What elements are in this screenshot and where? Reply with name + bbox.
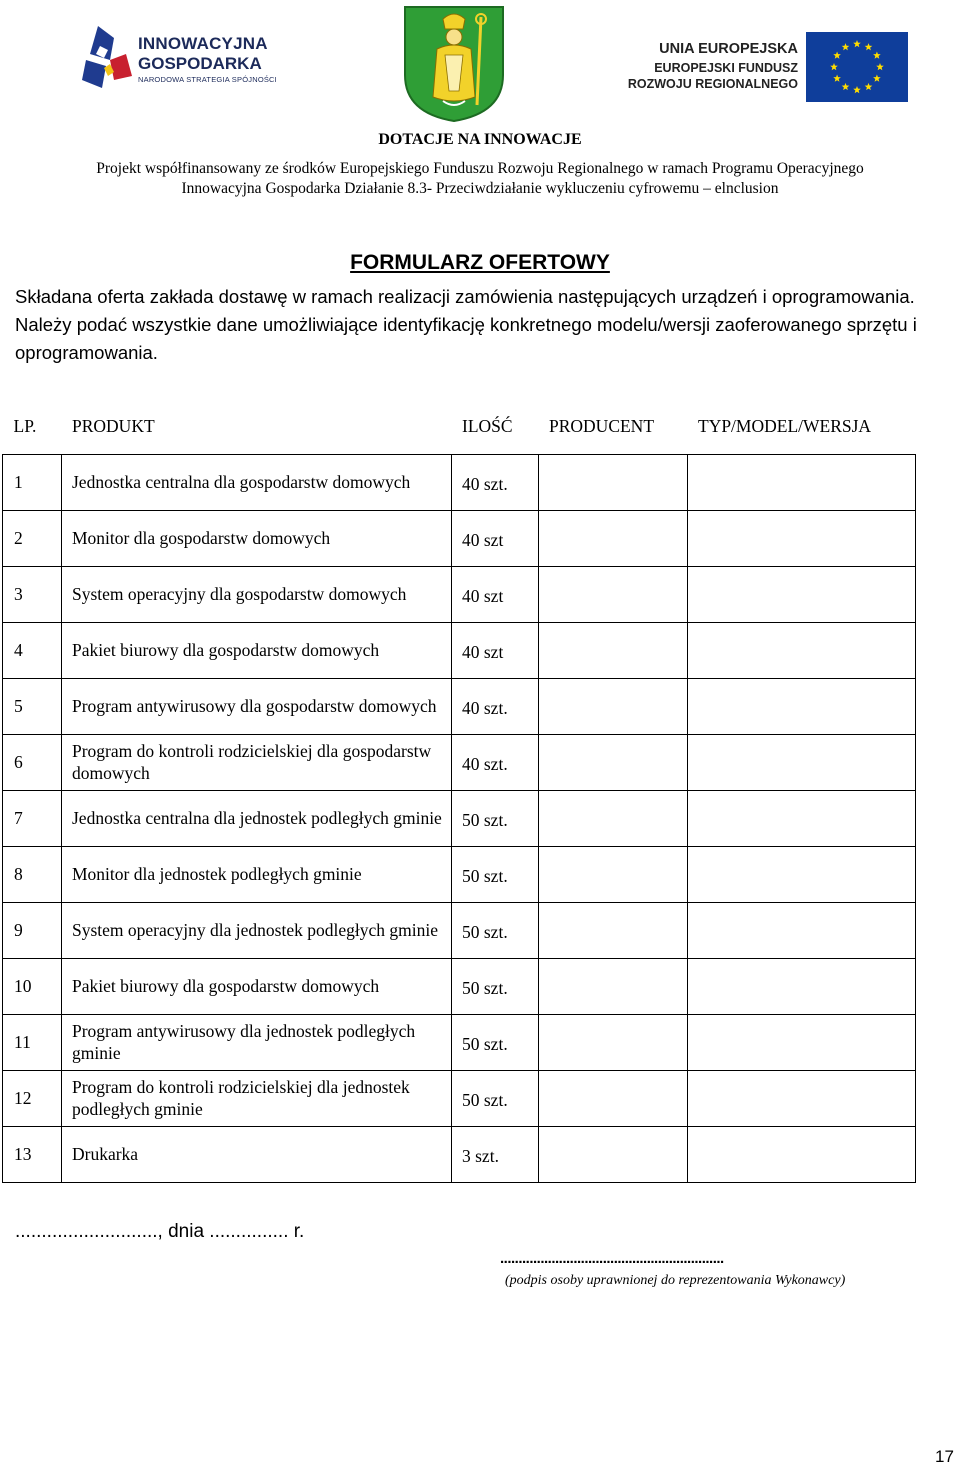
table-row	[3, 734, 916, 790]
table-row	[3, 454, 916, 510]
row-quantity: 50 szt.	[452, 958, 539, 1014]
table-header-row	[3, 398, 916, 454]
eu-name-line2: EUROPEJSKI FUNDUSZ	[654, 61, 798, 75]
eu-flag-icon	[806, 32, 908, 102]
row-lp: 10	[3, 958, 62, 1014]
table-row	[3, 566, 916, 622]
row-quantity: 50 szt.	[452, 1070, 539, 1126]
row-lp: 12	[3, 1070, 62, 1126]
row-lp: 7	[3, 790, 62, 846]
eu-name-line1: UNIA EUROPEJSKA	[659, 41, 798, 57]
row-quantity: 40 szt.	[452, 678, 539, 734]
ig-name-line2: GOSPODARKA	[138, 54, 262, 73]
row-producer-cell	[539, 678, 688, 734]
row-type-model-cell	[688, 454, 916, 510]
row-product: Jednostka centralna dla gospodarstw domowych	[62, 454, 452, 510]
table-row	[3, 622, 916, 678]
row-type-model-cell	[688, 1126, 916, 1182]
row-quantity: 50 szt.	[452, 790, 539, 846]
form-intro: Składana oferta zakłada dostawę w ramach realizacji zamówienia następujących urządzeń i oprogramowania. Należy podać wszystkie dane umożliwiające identyfikację konkretnego modelu/wersji zaoferowanego sprzętu i oprogramowania.	[15, 286, 917, 363]
row-product: Program do kontroli rodzicielskiej dla gospodarstw domowych	[62, 734, 452, 790]
row-quantity: 40 szt.	[452, 734, 539, 790]
row-quantity: 50 szt.	[452, 1014, 539, 1070]
row-producer-cell	[539, 454, 688, 510]
row-product: Pakiet biurowy dla gospodarstw domowych	[62, 958, 452, 1014]
row-producer-cell	[539, 958, 688, 1014]
row-lp: 9	[3, 902, 62, 958]
row-lp: 6	[3, 734, 62, 790]
coat-of-arms-logo	[403, 5, 505, 123]
header-producer: PRODUCENT	[539, 398, 688, 454]
row-type-model-cell	[688, 566, 916, 622]
row-producer-cell	[539, 1070, 688, 1126]
table-row	[3, 1014, 916, 1070]
innowacyjna-gospodarka-logo	[80, 20, 290, 100]
row-product: Monitor dla jednostek podległych gminie	[62, 846, 452, 902]
signature-label: (podpis osoby uprawnionej do reprezentowania Wykonawcy)	[505, 1273, 846, 1288]
eu-fund-logo	[600, 14, 920, 114]
row-product: Program antywirusowy dla jednostek podległych gminie	[62, 1014, 452, 1070]
row-product: Monitor dla gospodarstw domowych	[62, 510, 452, 566]
row-lp: 4	[3, 622, 62, 678]
row-type-model-cell	[688, 1014, 916, 1070]
row-type-model-cell	[688, 678, 916, 734]
row-product: Jednostka centralna dla jednostek podległych gminie	[62, 790, 452, 846]
project-line-2: Innowacyjna Gospodarka Działanie 8.3- Przeciwdziałanie wykluczeniu cyfrowemu – elnclusion	[181, 180, 779, 197]
row-type-model-cell	[688, 790, 916, 846]
row-lp: 13	[3, 1126, 62, 1182]
row-lp: 1	[3, 454, 62, 510]
table-row	[3, 846, 916, 902]
row-quantity: 40 szt	[452, 510, 539, 566]
row-lp: 3	[3, 566, 62, 622]
row-producer-cell	[539, 622, 688, 678]
row-product: Pakiet biurowy dla gospodarstw domowych	[62, 622, 452, 678]
row-quantity: 3 szt.	[452, 1126, 539, 1182]
ig-emblem-icon	[80, 24, 136, 94]
row-quantity: 50 szt.	[452, 902, 539, 958]
row-type-model-cell	[688, 734, 916, 790]
row-quantity: 40 szt	[452, 622, 539, 678]
eu-name-line3: ROZWOJU REGIONALNEGO	[627, 77, 798, 91]
row-product: Program do kontroli rodzicielskiej dla jednostek podległych gminie	[62, 1070, 452, 1126]
ig-name-line1: INNOWACYJNA	[138, 34, 268, 53]
header-product: PRODUKT	[62, 398, 452, 454]
signature-line: .............................................................	[500, 1250, 724, 1267]
row-producer-cell	[539, 510, 688, 566]
row-lp: 5	[3, 678, 62, 734]
offer-table	[2, 398, 916, 1183]
row-type-model-cell	[688, 510, 916, 566]
row-type-model-cell	[688, 958, 916, 1014]
row-producer-cell	[539, 566, 688, 622]
table-row	[3, 902, 916, 958]
row-lp: 11	[3, 1014, 62, 1070]
row-type-model-cell	[688, 1070, 916, 1126]
row-producer-cell	[539, 1014, 688, 1070]
form-title: FORMULARZ OFERTOWY	[350, 251, 610, 274]
row-type-model-cell	[688, 622, 916, 678]
header-lp: LP.	[3, 398, 62, 454]
program-heading: DOTACJE NA INNOWACJE	[378, 131, 582, 148]
row-producer-cell	[539, 846, 688, 902]
page-number: 17	[935, 1447, 954, 1466]
row-product: System operacyjny dla jednostek podległych gminie	[62, 902, 452, 958]
row-product: System operacyjny dla gospodarstw domowych	[62, 566, 452, 622]
ig-subtitle: NARODOWA STRATEGIA SPÓJNOŚCI	[138, 75, 277, 84]
row-quantity: 40 szt.	[452, 454, 539, 510]
project-line-1: Projekt współfinansowany ze środków Europejskiego Funduszu Rozwoju Regionalnego w ramach Programu Operacyjnego	[96, 160, 864, 177]
table-row	[3, 678, 916, 734]
row-producer-cell	[539, 734, 688, 790]
table-row	[3, 1070, 916, 1126]
row-type-model-cell	[688, 902, 916, 958]
coat-of-arms-icon	[403, 5, 505, 123]
table-body	[3, 454, 916, 1182]
table-row	[3, 958, 916, 1014]
row-quantity: 40 szt	[452, 566, 539, 622]
row-lp: 8	[3, 846, 62, 902]
row-product: Drukarka	[62, 1126, 452, 1182]
row-lp: 2	[3, 510, 62, 566]
header-type-model: TYP/MODEL/WERSJA	[688, 398, 916, 454]
row-producer-cell	[539, 790, 688, 846]
row-producer-cell	[539, 1126, 688, 1182]
header-quantity: ILOŚĆ	[452, 398, 539, 454]
row-type-model-cell	[688, 846, 916, 902]
table-row	[3, 790, 916, 846]
table-row	[3, 1126, 916, 1182]
row-product: Program antywirusowy dla gospodarstw domowych	[62, 678, 452, 734]
place-date-line: ..........................., dnia ............... r.	[15, 1221, 305, 1242]
table-row	[3, 510, 916, 566]
row-quantity: 50 szt.	[452, 846, 539, 902]
row-producer-cell	[539, 902, 688, 958]
